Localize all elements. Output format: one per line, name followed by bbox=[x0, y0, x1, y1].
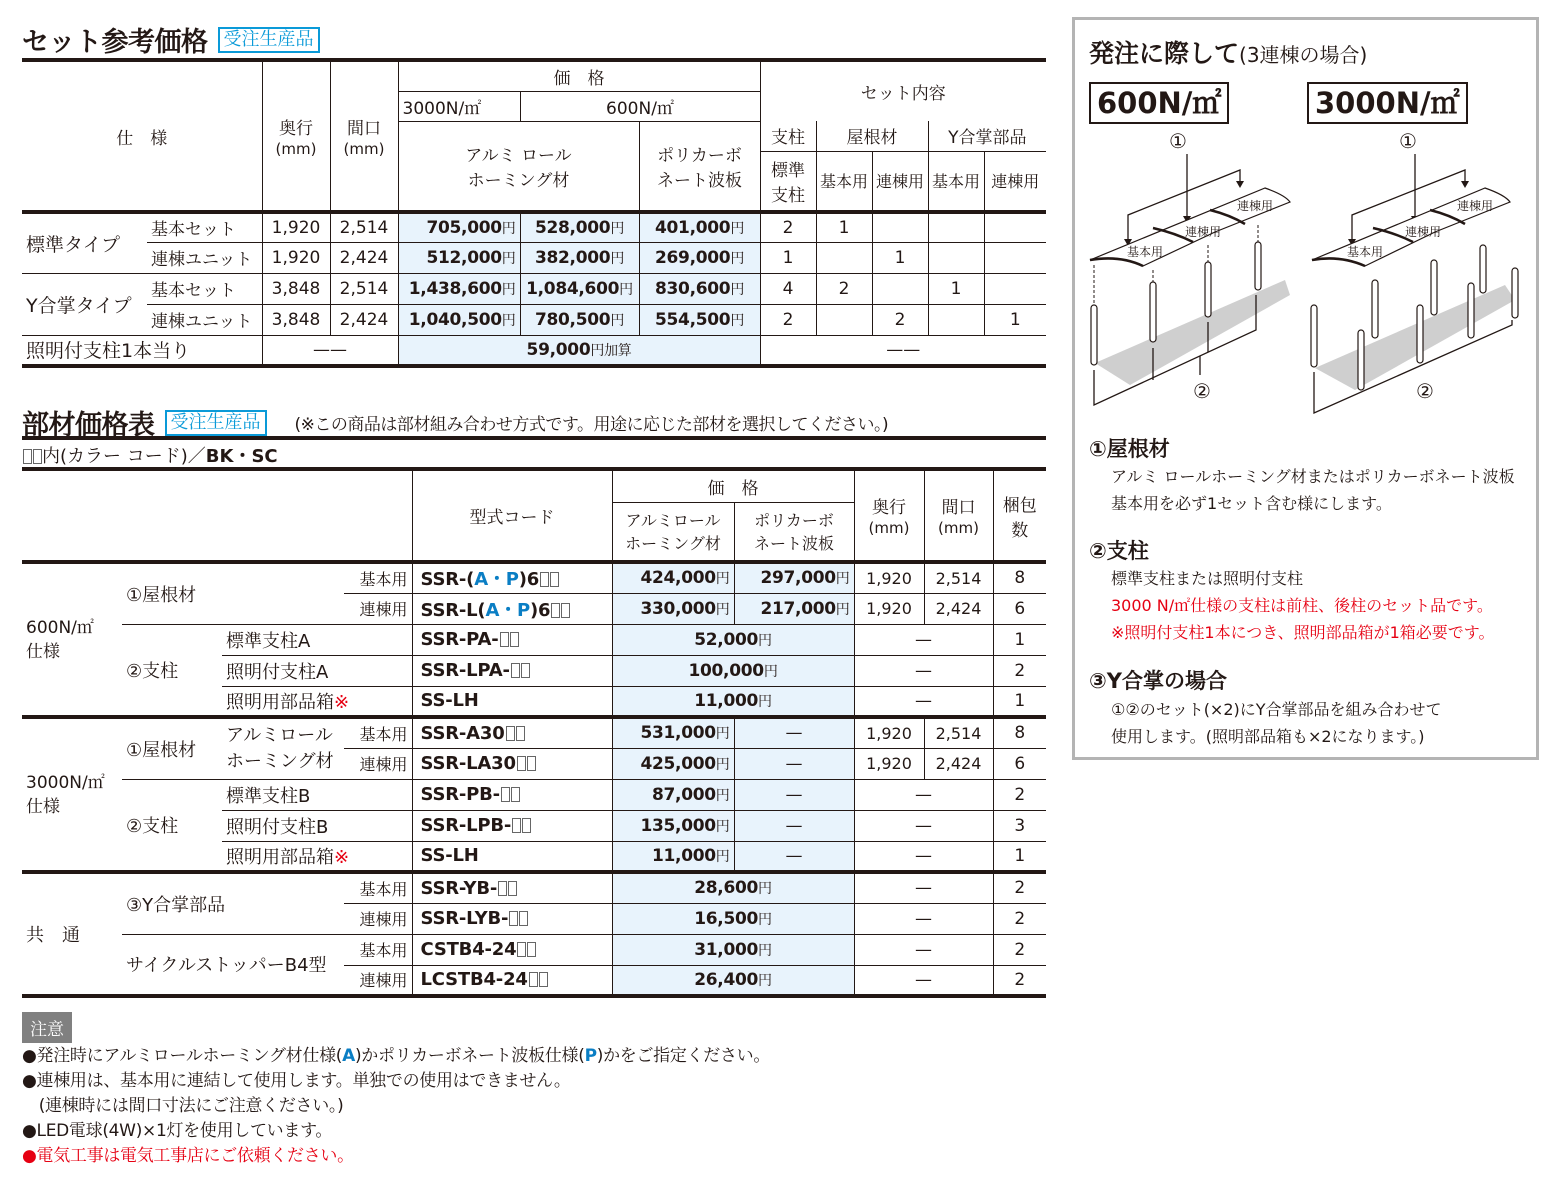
header-width: 間口 (mm) bbox=[924, 469, 993, 562]
qty-y-basic bbox=[928, 212, 984, 242]
notice-item: ●LED電球(4W)×1灯を使用しています。 bbox=[22, 1121, 333, 1141]
section-post-heading: ②支柱 bbox=[1089, 539, 1149, 563]
model-code: SS-LH bbox=[412, 686, 612, 717]
width-value: 2,424 bbox=[924, 593, 993, 624]
price-600-poly: 401,000円 bbox=[639, 212, 760, 242]
table-row bbox=[22, 872, 1046, 903]
qty-roof-basic bbox=[816, 304, 872, 335]
section-y-text: ①②のセット(×2)にY合掌部品を組み合わせて 使用します。(照明部品箱も×2になります。) bbox=[1111, 700, 1442, 746]
model-code: SSR-PB- bbox=[412, 779, 612, 810]
header-code: 型式コード bbox=[412, 469, 612, 562]
sub-label: 標準支柱A bbox=[222, 624, 412, 655]
table-row bbox=[22, 934, 1046, 965]
pack-value: 1 bbox=[993, 624, 1046, 655]
model-code: SSR-PA- bbox=[412, 624, 612, 655]
pack-value: 2 bbox=[993, 655, 1046, 686]
header-depth: 奥行 (mm) bbox=[854, 469, 924, 562]
dims-value: — bbox=[854, 655, 993, 686]
qty-post: 4 bbox=[760, 273, 816, 304]
header-poly: ポリカーボ ネート波板 bbox=[734, 502, 854, 562]
depth-value: 3,848 bbox=[262, 304, 330, 335]
depth-value: 1,920 bbox=[854, 593, 924, 624]
section-common-label: 共 通 bbox=[26, 925, 80, 946]
depth-value: 1,920 bbox=[262, 242, 330, 273]
pack-value: 8 bbox=[993, 717, 1046, 748]
price-3000: 705,000円 bbox=[398, 212, 520, 242]
pack-value: 2 bbox=[993, 903, 1046, 934]
price-combined: 16,500円 bbox=[612, 903, 854, 934]
width-value: 2,424 bbox=[330, 304, 398, 335]
pack-value: 8 bbox=[993, 562, 1046, 593]
made-to-order-tag: 受注生産品 bbox=[165, 410, 267, 436]
depth-value: 3,848 bbox=[262, 273, 330, 304]
header-roof: 屋根材 bbox=[816, 121, 928, 151]
header-width: 間口 (mm) bbox=[330, 60, 398, 212]
notice-item-warning: ●電気工事は電気工事店にご依頼ください。 bbox=[22, 1146, 354, 1166]
qty-y-linked bbox=[984, 212, 1046, 242]
header-roof-linked: 連棟用 bbox=[872, 151, 928, 212]
use-label: 基本用 bbox=[359, 724, 408, 744]
price-3000: 1,438,600円 bbox=[398, 273, 520, 304]
price-600-alumi: 780,500円 bbox=[520, 304, 639, 335]
price-combined: 52,000円 bbox=[612, 624, 854, 655]
price-600-alumi: 528,000円 bbox=[520, 212, 639, 242]
row-sub: 連棟ユニット bbox=[151, 312, 253, 332]
sub-label: 照明付支柱B bbox=[222, 810, 412, 841]
header-y-linked: 連棟用 bbox=[984, 151, 1046, 212]
price-alumi: 330,000円 bbox=[612, 593, 734, 624]
svg-text:①: ① bbox=[1399, 129, 1417, 153]
parts-price-title: 部材価格表 bbox=[22, 410, 155, 441]
model-code: SSR-YB- bbox=[412, 872, 612, 903]
width-value: 2,424 bbox=[924, 748, 993, 779]
header-std-post: 標準 支柱 bbox=[760, 151, 816, 212]
price-poly: — bbox=[734, 810, 854, 841]
price-600-poly: 830,600円 bbox=[639, 273, 760, 304]
roof-label: ①屋根材 bbox=[122, 717, 222, 779]
parts-price-table bbox=[22, 467, 1046, 998]
row-sub: 基本セット bbox=[151, 220, 236, 241]
price-poly: — bbox=[734, 717, 854, 748]
width-value: 2,514 bbox=[330, 212, 398, 242]
use-label: 基本用 bbox=[359, 879, 408, 899]
depth-value: 1,920 bbox=[854, 717, 924, 748]
notice-item: (連棟時には間口寸法にご注意ください。) bbox=[22, 1096, 344, 1116]
header-set-contents: セット内容 bbox=[760, 60, 1046, 121]
model-code: CSTB4-24 bbox=[412, 934, 612, 965]
depth-value: 1,920 bbox=[262, 212, 330, 242]
price-combined: 11,000円 bbox=[612, 686, 854, 717]
price-600-alumi: 1,084,600円 bbox=[520, 273, 639, 304]
qty-roof-linked bbox=[872, 273, 928, 304]
price-alumi: 424,000円 bbox=[612, 562, 734, 593]
pack-value: 2 bbox=[993, 934, 1046, 965]
notice-item: ●連棟用は、基本用に連結して使用します。単独での使用はできません。 bbox=[22, 1071, 571, 1091]
order-guide-panel bbox=[1072, 17, 1539, 760]
table-row bbox=[22, 304, 1046, 335]
section-y-heading: ③Y合掌の場合 bbox=[1089, 669, 1227, 693]
marker-2-icon: ② bbox=[1193, 379, 1211, 403]
price-combined: 31,000円 bbox=[612, 934, 854, 965]
cycle-stopper-label: サイクルストッパーB4型 bbox=[122, 934, 344, 996]
model-code: SSR-A30 bbox=[412, 717, 612, 748]
sub-label: 照明付支柱A bbox=[222, 655, 412, 686]
qty-post: 2 bbox=[760, 212, 816, 242]
price-alumi: 11,000円 bbox=[612, 841, 734, 872]
dims-value: — bbox=[854, 965, 993, 996]
qty-roof-linked: 2 bbox=[872, 304, 928, 335]
pack-value: 6 bbox=[993, 593, 1046, 624]
post-label: ②支柱 bbox=[126, 660, 179, 682]
model-code: SSR-LPA- bbox=[412, 655, 612, 686]
table-row bbox=[22, 242, 1046, 273]
price-poly: 297,000円 bbox=[734, 562, 854, 593]
table-row bbox=[22, 273, 1046, 304]
set-price-header bbox=[22, 20, 320, 59]
header-roof-basic: 基本用 bbox=[816, 151, 872, 212]
header-load-600: 600N/㎡ bbox=[520, 91, 760, 121]
light-post-row bbox=[22, 335, 1046, 366]
dims-value: — bbox=[854, 934, 993, 965]
header-load-3000: 3000N/㎡ bbox=[398, 91, 520, 121]
table-row bbox=[22, 717, 1046, 748]
use-label: 連棟用 bbox=[344, 748, 412, 779]
table-row bbox=[22, 779, 1046, 810]
table-row bbox=[22, 212, 1046, 242]
price-alumi: 425,000円 bbox=[612, 748, 734, 779]
color-codes: BK・SC bbox=[205, 446, 278, 467]
header-alumi: アルミ ロール ホーミング材 bbox=[398, 121, 639, 212]
svg-text:連棟用: 連棟用 bbox=[1457, 199, 1494, 213]
use-label: 連棟用 bbox=[359, 971, 408, 991]
table-row bbox=[22, 624, 1046, 655]
model-code: SSR-(A・P)6 bbox=[412, 562, 612, 593]
pack-value: 2 bbox=[993, 872, 1046, 903]
price-poly: 217,000円 bbox=[734, 593, 854, 624]
use-label: 基本用 bbox=[359, 941, 408, 960]
width-value: 2,514 bbox=[924, 717, 993, 748]
price-poly: — bbox=[734, 841, 854, 872]
width-value: 2,424 bbox=[330, 242, 398, 273]
qty-y-basic bbox=[928, 304, 984, 335]
qty-y-linked bbox=[984, 242, 1046, 273]
model-code: LCSTB4-24 bbox=[412, 965, 612, 996]
panel-title: 発注に際して(3連棟の場合) bbox=[1089, 39, 1368, 68]
header-price: 価 格 bbox=[612, 469, 854, 502]
roof-label: ①屋根材 bbox=[122, 562, 344, 624]
pack-value: 2 bbox=[993, 779, 1046, 810]
qty-post: 1 bbox=[760, 242, 816, 273]
header-price: 価 格 bbox=[398, 60, 760, 91]
price-600-poly: 269,000円 bbox=[639, 242, 760, 273]
header-poly: ポリカーボ ネート波板 bbox=[639, 121, 760, 212]
header-depth: 奥行 (mm) bbox=[262, 60, 330, 212]
sub-label: 照明用部品箱※ bbox=[226, 691, 350, 713]
light-post-contents: —— bbox=[760, 335, 1046, 366]
model-code: SSR-L(A・P)6 bbox=[412, 593, 612, 624]
qty-roof-linked: 1 bbox=[872, 242, 928, 273]
section-roof-heading: ①屋根材 bbox=[1089, 437, 1170, 461]
dims-value: — bbox=[854, 872, 993, 903]
model-code: SS-LH bbox=[412, 841, 612, 872]
pack-value: 2 bbox=[993, 965, 1046, 996]
use-label: 基本用 bbox=[359, 569, 408, 589]
qty-y-linked: 1 bbox=[984, 304, 1046, 335]
dims-value: — bbox=[854, 624, 993, 655]
post-label: ②支柱 bbox=[126, 815, 179, 837]
price-combined: 26,400円 bbox=[612, 965, 854, 996]
row-sub: 基本セット bbox=[151, 281, 236, 301]
row-sub: 連棟ユニット bbox=[151, 250, 253, 270]
qty-roof-basic: 1 bbox=[816, 212, 872, 242]
marker-1-icon: ① bbox=[1169, 129, 1187, 153]
dims-value: — bbox=[854, 779, 993, 810]
price-alumi: 531,000円 bbox=[612, 717, 734, 748]
use-label: 連棟用 bbox=[344, 593, 412, 624]
notice-item: ●発注時にアルミロールホーミング材仕様(A)かポリカーボネート波板仕様(P)かをご指定ください。 bbox=[22, 1046, 771, 1066]
price-combined: 100,000円 bbox=[612, 655, 854, 686]
price-600-poly: 554,500円 bbox=[639, 304, 760, 335]
svg-text:連棟用: 連棟用 bbox=[1405, 225, 1442, 239]
assembly-diagram bbox=[1075, 120, 1536, 420]
pack-value: 1 bbox=[993, 841, 1046, 872]
dims-value: — bbox=[854, 903, 993, 934]
model-code: SSR-LA30 bbox=[412, 748, 612, 779]
made-to-order-tag: 受注生産品 bbox=[218, 27, 320, 53]
header-alumi: アルミロール ホーミング材 bbox=[612, 502, 734, 562]
load-3000-box: 3000N/㎡ bbox=[1307, 82, 1468, 124]
notice-label: 注意 bbox=[22, 1012, 72, 1043]
set-price-title: セット参考価格 bbox=[22, 27, 208, 58]
light-post-price: 59,000円加算 bbox=[398, 335, 760, 366]
price-combined: 28,600円 bbox=[612, 872, 854, 903]
group-name: 標準タイプ bbox=[22, 212, 147, 273]
price-poly: — bbox=[734, 779, 854, 810]
label-basic: 基本用 bbox=[1127, 245, 1164, 259]
price-3000: 1,040,500円 bbox=[398, 304, 520, 335]
sub-label: 照明用部品箱※ bbox=[226, 846, 350, 868]
svg-text:②: ② bbox=[1416, 379, 1434, 403]
price-alumi: 87,000円 bbox=[612, 779, 734, 810]
qty-roof-linked bbox=[872, 212, 928, 242]
qty-y-basic: 1 bbox=[928, 273, 984, 304]
section-3000-label: 3000N/㎡ 仕様 bbox=[26, 772, 105, 817]
price-alumi: 135,000円 bbox=[612, 810, 734, 841]
qty-y-basic bbox=[928, 242, 984, 273]
dims-value: — bbox=[854, 841, 993, 872]
width-value: 2,514 bbox=[924, 562, 993, 593]
header-y-parts: Y合掌部品 bbox=[928, 121, 1046, 151]
header-pack: 梱包 数 bbox=[993, 469, 1046, 562]
pack-value: 3 bbox=[993, 810, 1046, 841]
section-roof-text: アルミ ロールホーミング材またはポリカーボネート波板 基本用を必ず1セット含む様にします。 bbox=[1111, 467, 1515, 513]
model-code: SSR-LPB- bbox=[412, 810, 612, 841]
depth-value: 1,920 bbox=[854, 748, 924, 779]
header-spec: 仕 様 bbox=[116, 128, 168, 149]
depth-value: 1,920 bbox=[854, 562, 924, 593]
pack-value: 6 bbox=[993, 748, 1046, 779]
use-label: 連棟用 bbox=[344, 903, 412, 934]
price-poly: — bbox=[734, 748, 854, 779]
model-code: SSR-LYB- bbox=[412, 903, 612, 934]
color-code-line: 内(カラー コード)／BK・SC bbox=[22, 442, 278, 468]
set-price-table bbox=[22, 58, 1046, 368]
light-post-label: 照明付支柱1本当り bbox=[26, 340, 191, 363]
table-row bbox=[22, 562, 1046, 593]
svg-text:基本用: 基本用 bbox=[1347, 245, 1384, 259]
section-post-text: 標準支柱または照明付支柱 3000 N/㎡仕様の支柱は前柱、後柱のセット品です。 ※照明付支柱1本につき、照明部品箱が1箱必要です。 bbox=[1111, 569, 1495, 642]
roof-sub-label: アルミロール ホーミング材 bbox=[222, 717, 344, 779]
parts-note: (※この商品は部材組み合わせ方式です。用途に応じた部材を選択してください。) bbox=[294, 415, 889, 435]
header-post: 支柱 bbox=[760, 121, 816, 151]
qty-post: 2 bbox=[760, 304, 816, 335]
dims-value: — bbox=[854, 686, 993, 717]
dims-value: — bbox=[854, 810, 993, 841]
sub-label: 標準支柱B bbox=[222, 779, 412, 810]
qty-roof-basic: 2 bbox=[816, 273, 872, 304]
load-600-box: 600N/㎡ bbox=[1089, 82, 1229, 124]
pack-value: 1 bbox=[993, 686, 1046, 717]
y-parts-label: ③Y合掌部品 bbox=[122, 872, 344, 934]
price-3000: 512,000円 bbox=[398, 242, 520, 273]
header-y-basic: 基本用 bbox=[928, 151, 984, 212]
notice-list bbox=[22, 1044, 770, 1169]
group-name: Y合掌タイプ bbox=[22, 273, 147, 335]
qty-y-linked bbox=[984, 273, 1046, 304]
width-value: 2,514 bbox=[330, 273, 398, 304]
svg-text:連棟用: 連棟用 bbox=[1185, 225, 1222, 239]
qty-roof-basic bbox=[816, 242, 872, 273]
price-600-alumi: 382,000円 bbox=[520, 242, 639, 273]
svg-text:連棟用: 連棟用 bbox=[1237, 199, 1274, 213]
section-600-label: 600N/㎡ 仕様 bbox=[26, 617, 94, 662]
light-post-dims: —— bbox=[262, 335, 398, 366]
